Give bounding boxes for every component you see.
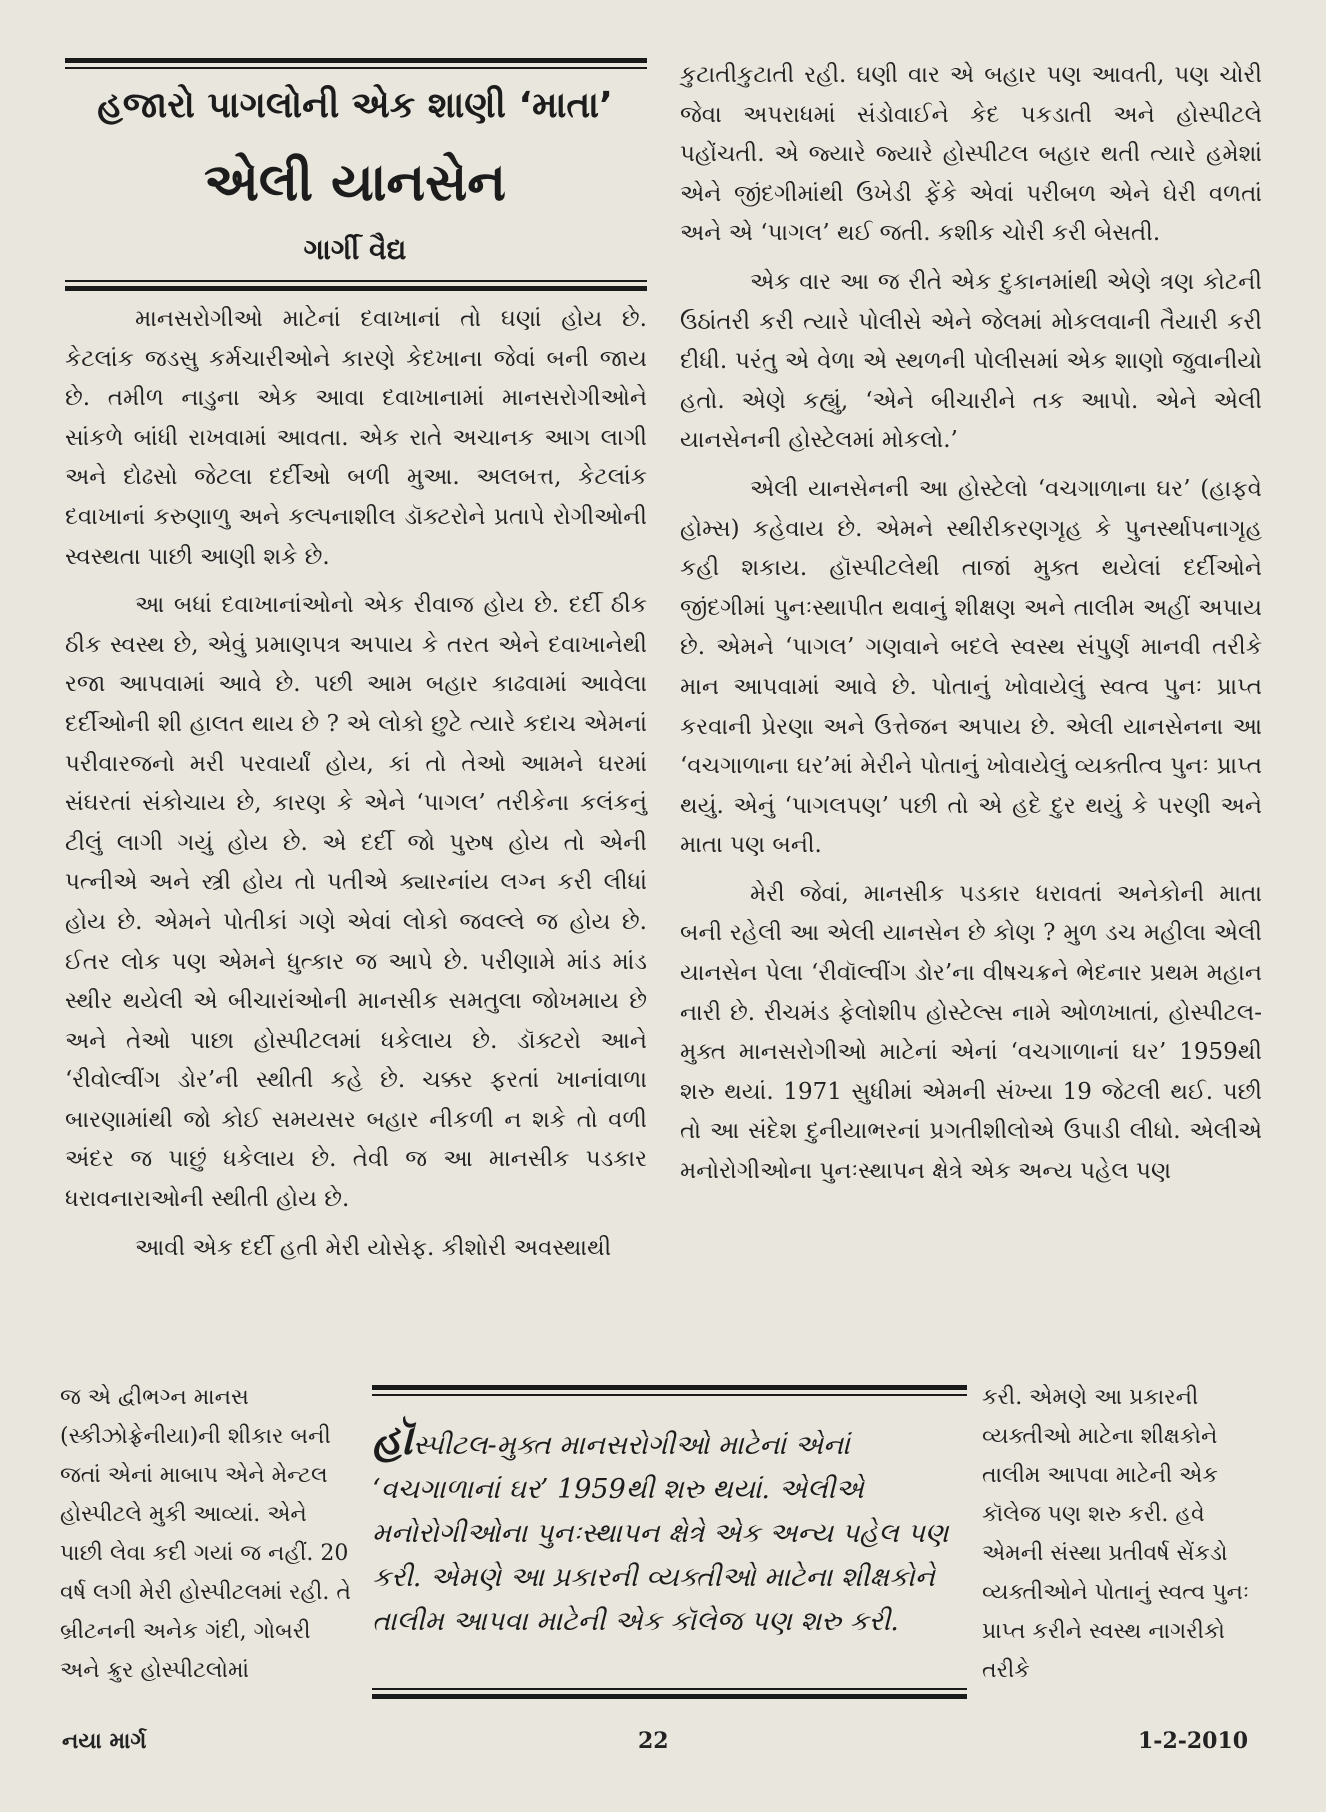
article-title-line2: એલી યાનસેન (203, 153, 507, 213)
bottom-left-column (60, 1378, 355, 1699)
article-title-line1: હજારો પાગલોની એક શાણી ‘માતા’ (97, 85, 613, 126)
paragraph: આ બધાં દવાખાનાંઓનો એક રીવાજ હોય છે. દર્દી ઠીક ઠીક સ્વસ્થ છે, એવું પ્રમાણપત્ર અપાય કે તરત એને દવાખાનેથી રજા આપવામાં આવે છે. પછી આમ બહાર કાઢવામાં આવેલા દર્દીઓની શી હાલત થાય છે ? એ લોકો છુટે ત્યારે કદાચ એમનાં પરીવારજનો મરી પરવાર્યાં હોય, કાં તો તેઓ આમને ઘરમાં સંઘરતાં સંકોચાય છે, કારણ કે એને ‘પાગલ’ તરીકેના કલંકનું ટીલું લાગી ગયું હોય છે. એ દર્દી જો પુરુષ હોય તો એની પત્નીએ અને સ્ત્રી હોય તો પતીએ ક્યારનાંય લગ્ન કરી લીધાં હોય છે. એમને પોતીકાં ગણે એવાં લોકો જવલ્લે જ હોય છે. ઈતર લોક પણ એમને ધુત્કાર જ આપે છે. પરીણામે માંડ માંડ સ્થીર થયેલી એ બીચારાંઓની માનસીક સમતુલા જોખમાય છે અને તેઓ પાછા હોસ્પીટલમાં ધકેલાય છે. ડૉક્ટરો આને ‘રીવોલ્વીંગ ડોર’ની સ્થીતી કહે છે. ચક્કર ફરતાં ખાનાંવાળા બારણામાંથી જો કોઈ સમયસર બહાર નીકળી ન શકે તો વળી અંદર જ પાછું ધકેલાય છે. તેવી જ આ માનસીક પડકાર ધરાવનારાઓની સ્થીતી હોય છે. (65, 592, 647, 1213)
paragraph: માનસરોગીઓ માટેનાં દવાખાનાં તો ઘણાં હોય છે. કેટલાંક જડસુ કર્મચારીઓને કારણે કેદખાના જેવાં બની જાય છે. તમીળ નાડુના એક આવા દવાખાનામાં માનસરોગીઓને સાંકળે બાંધી રાખવામાં આવતા. એક રાતે અચાનક આગ લાગી અને દોઢસો જેટલા દર્દીઓ બળી મુઆ. અલબત્ત, કેટલાંક દવાખાનાં કરુણાળુ અને કલ્પનાશીલ ડૉક્ટરોને પ્રતાપે રોગીઓની સ્વસ્થતા પાછી આણી શકે છે. (65, 306, 647, 570)
paragraph: કુટાતીકુટાતી રહી. ઘણી વાર એ બહાર પણ આવતી, પણ ચોરી જેવા અપરાધમાં સંડોવાઈને કેદ પકડાતી અને હોસ્પીટલે પહોંચતી. એ જ્યારે જ્યારે હોસ્પીટલ બહાર થતી ત્યારે હમેશાં એને જીંદગીમાંથી ઉખેડી ફેંકે એવાં પરીબળ એને ઘેરી વળતાં અને એ ‘પાગલ’ થઈ જતી. કશીક ચોરી કરી બેસતી. (680, 62, 1262, 247)
paragraph: કરી. એમણે આ પ્રકારની વ્યક્તીઓ માટેના શીક્ષકોને તાલીમ આપવા માટેની એક કૉલેજ પણ શરુ કરી. હવે એમની સંસ્થા પ્રતીવર્ષ સેંકડો વ્યક્તીઓને પોતાનું સ્વત્વ પુનઃ પ્રાપ્ત કરીને સ્વસ્થ નાગરીકો તરીકે (982, 1385, 1250, 1683)
footer-date: 1-2-2010 (1138, 1728, 1249, 1754)
paragraph: મેરી જેવાં, માનસીક પડકાર ધરાવતાં અનેકોની માતા બની રહેલી આ એલી યાનસેન છે કોણ ? મુળ ડચ મહીલા એલી યાનસેન પેલા ‘રીવૉલ્વીંગ ડોર’ના વીષચક્રને ભેદનાર પ્રથમ મહાન નારી છે. રીચમંડ ફેલોશીપ હોસ્ટેલ્સ નામે ઓળખાતાં, હોસ્પીટલ-મુક્ત માનસરોગીઓ માટેનાં એનાં ‘વચગાળાનાં ઘર’ 1959થી શરુ થયાં. 1971 સુધીમાં એમની સંખ્યા 19 જેટલી થઈ. પછી તો આ સંદેશ દુનીયાભરનાં પ્રગતીશીલોએ ઉપાડી લીધો. એલીએ મનોરોગીઓના પુનઃસ્થાપન ક્ષેત્રે એક અન્ય પહેલ પણ (680, 880, 1262, 1185)
left-column (65, 300, 647, 1277)
title-bottom-rule-thin (65, 280, 647, 282)
article-author: ગાર્ગી વૈદ્ય (303, 233, 407, 266)
paragraph: આવી એક દર્દી હતી મેરી યોસેફ. કીશોરી અવસ્થાથી (135, 1234, 612, 1261)
paragraph: જ એ દ્વીભગ્ન માનસ (સ્કીઝોફ્રેનીયા)ની શીકાર બની જતાં એનાં માબાપ એને મેન્ટલ હોસ્પીટલે મુકી આવ્યાં. એને પાછી લેવા કદી ગયાં જ નહીં. 20 વર્ષ લગી મેરી હોસ્પીટલમાં રહી. તે બ્રીટનની અનેક ગંદી, ગોબરી અને ક્રુર હોસ્પીટલોમાં (60, 1385, 351, 1683)
bottom-right-column (982, 1378, 1264, 1699)
title-bottom-rule (65, 286, 647, 291)
right-column (680, 56, 1262, 1201)
pull-quote-drop-cap: હૉ (372, 1415, 413, 1464)
pull-quote (372, 1415, 962, 1644)
title-top-rule (65, 58, 647, 63)
title-top-rule-thin (65, 67, 647, 69)
pull-quote-top-rule-thin (372, 1394, 967, 1396)
pull-quote-bottom-rule-thin (372, 1688, 967, 1690)
pull-quote-top-rule (372, 1385, 967, 1390)
footer-page-number: 22 (638, 1728, 669, 1754)
footer-magazine-name: નયા માર્ગ (62, 1728, 147, 1754)
paragraph: એક વાર આ જ રીતે એક દુકાનમાંથી એણે ત્રણ કોટની ઉઠાંતરી કરી ત્યારે પોલીસે એને જેલમાં મોકલવાની તૈયારી કરી દીધી. પરંતુ એ વેળા એ સ્થળની પોલીસમાં એક શાણો જુવાનીયો હતો. એણે કહ્યું, ‘એને બીચારીને તક આપો. એને એલી યાનસેનની હોસ્ટેલમાં મોકલો.’ (680, 268, 1262, 454)
paragraph: એલી યાનસેનની આ હોસ્ટેલો ‘વચગાળાના ઘર’ (હાફવે હોમ્સ) કહેવાય છે. એમને સ્થીરીકરણગૃહ કે પુનર્સ્થાપનાગૃહ કહી શકાય. હૉસ્પીટલેથી તાજાં મુક્ત થયેલાં દર્દીઓને જીંદગીમાં પુનઃસ્થાપીત થવાનું શીક્ષણ અને તાલીમ અહીં અપાય છે. એમને ‘પાગલ’ ગણવાને બદલે સ્વસ્થ સંપુર્ણ માનવી તરીકે માન આપવામાં આવે છે. પોતાનું ખોવાયેલું સ્વત્વ પુનઃ પ્રાપ્ત કરવાની પ્રેરણા અને ઉત્તેજન અપાય છે. એલી યાનસેનના આ ‘વચગાળાના ઘર’માં મેરીને પોતાનું ખોવાયેલું વ્યક્તીત્વ પુનઃ પ્રાપ્ત થયું. એનું ‘પાગલપણ’ પછી તો એ હદે દુર થયું કે પરણી અને માતા પણ બની. (680, 475, 1262, 859)
pull-quote-bottom-rule (372, 1694, 967, 1699)
pull-quote-text: સ્પીટલ-મુક્ત માનસરોગીઓ માટેનાં એનાં ‘વચગાળાનાં ઘર’ 1959થી શરુ થયાં. એલીએ મનોરોગીઓના પુનઃસ્થાપન ક્ષેત્રે એક અન્ય પહેલ પણ કરી. એમણે આ પ્રકારની વ્યક્તીઓ માટેના શીક્ષકોને તાલીમ આપવા માટેની એક કૉલેજ પણ શરુ કરી. (372, 1430, 949, 1637)
